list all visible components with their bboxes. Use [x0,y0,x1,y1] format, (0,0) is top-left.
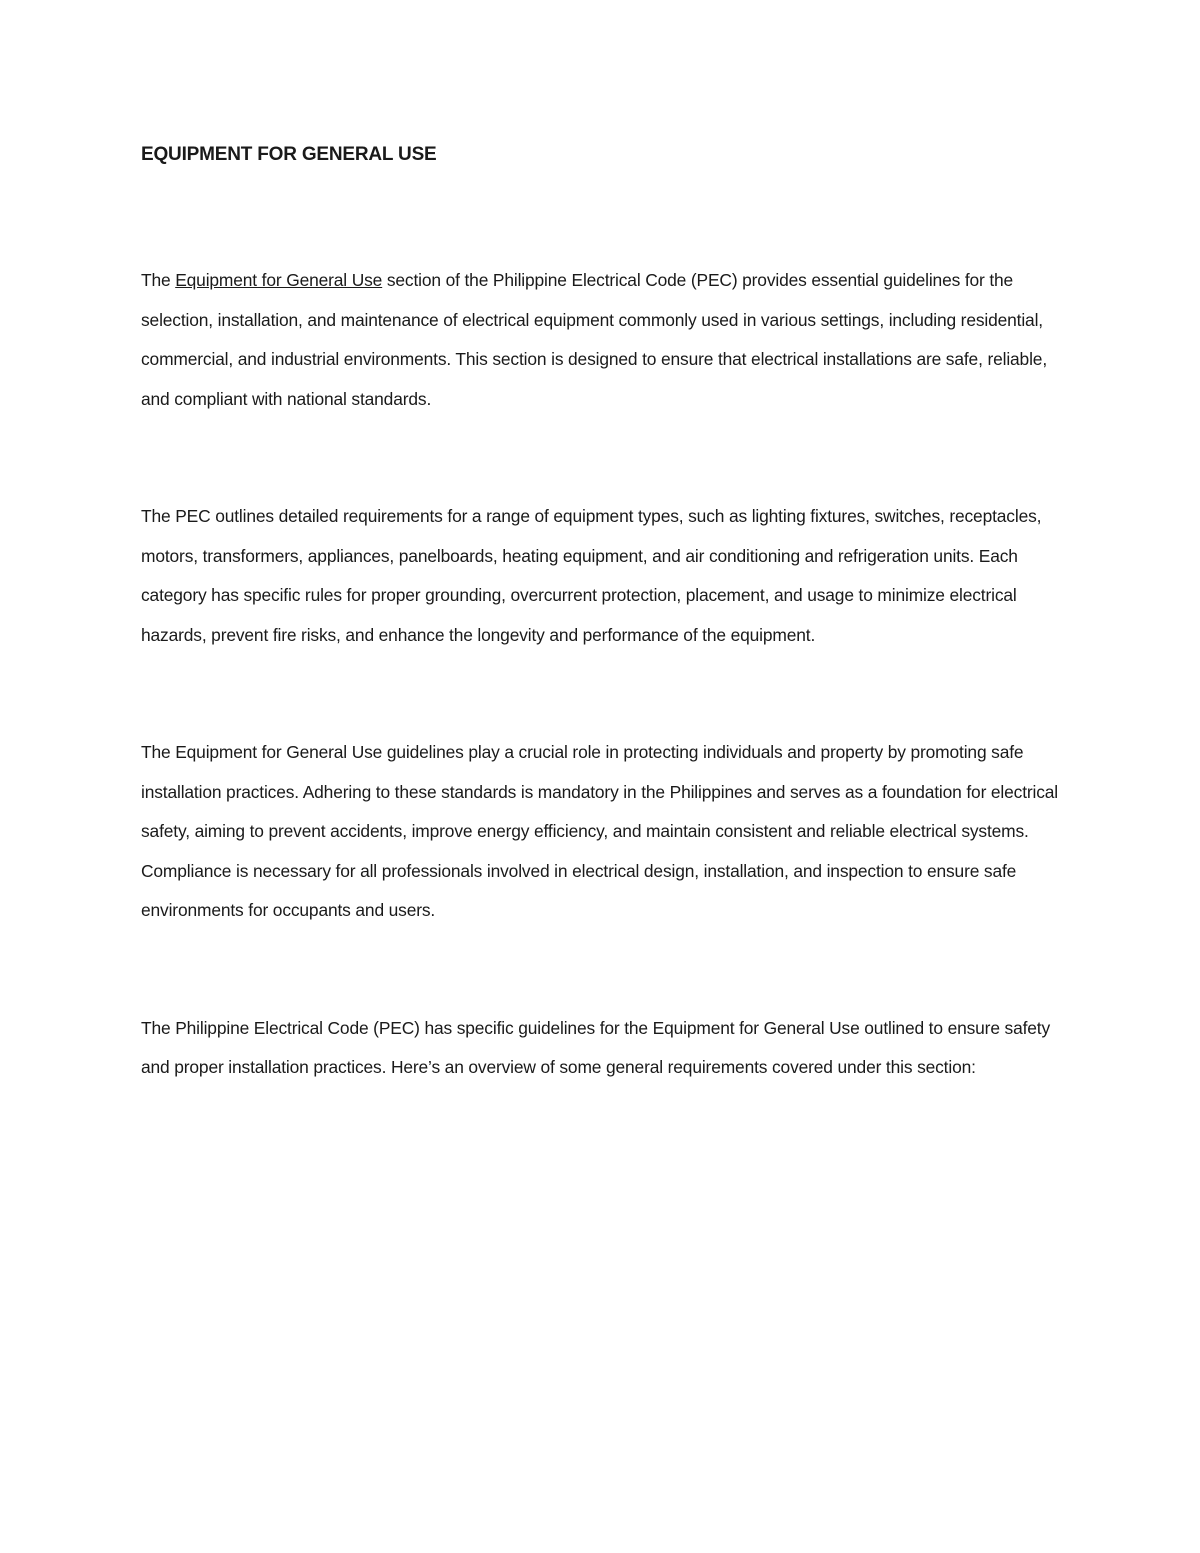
document-body [141,140,1061,1088]
equipment-link-text[interactable]: Equipment for General Use [175,270,383,290]
paragraph-importance: The Equipment for General Use guidelines play a crucial role in protecting individuals and property by promoting safe installation practices. Adhering to these standards is mandatory in the Philippines and serves as a foundation for electrical safety, aiming to prevent accidents, improve energy efficiency, and maintain consistent and reliable electrical systems. Compliance is necessary for all professionals involved in electrical design, installation, and inspection to ensure safe environments for occupants and users. [141,742,1059,920]
document-title: EQUIPMENT FOR GENERAL USE [141,144,437,165]
paragraph-intro [141,261,1061,419]
paragraph-intro-prefix: The [141,270,176,290]
paragraph-requirements: The PEC outlines detailed requirements for a range of equipment types, such as lighting fixtures, switches, receptacles, motors, transformers, appliances, panelboards, heating equipment, and air conditioning and refrigeration units. Each category has specific rules for proper grounding, overcurrent protection, placement, and usage to minimize electrical hazards, prevent fire risks, and enhance the longevity and performance of the equipment. [141,506,1042,645]
paragraph-intro-suffix: section of the Philippine Electrical Code (PEC) provides essential guidelines for the selection, installation, and maintenance of electrical equipment commonly used in various settings, including residential, commercial, and industrial environments. This section is designed to ensure that electrical installations are safe, reliable, and compliant with national standards. [141,270,1047,409]
paragraph-overview: The Philippine Electrical Code (PEC) has specific guidelines for the Equipment for General Use outlined to ensure safety and proper installation practices. Here’s an overview of some general requirements covered under this section: [141,1017,1051,1077]
